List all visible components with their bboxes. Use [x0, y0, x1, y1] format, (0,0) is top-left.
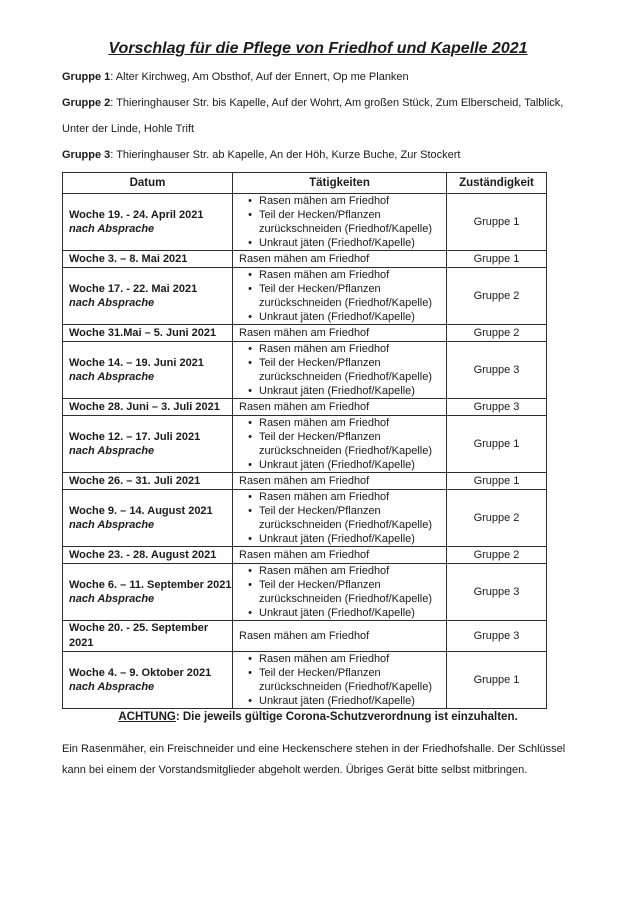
row-group: Gruppe 2	[447, 490, 547, 547]
row-group: Gruppe 2	[447, 325, 547, 342]
row-group: Gruppe 1	[447, 416, 547, 473]
bullet-icon: •	[248, 357, 252, 369]
date-cell	[63, 621, 233, 652]
bullet-icon: •	[248, 607, 252, 619]
bullet-icon: •	[248, 579, 252, 591]
group-text: : Thieringhauser Str. ab Kapelle, An der Höh, Kurze Buche, Zur Stockert	[110, 149, 461, 161]
task-text: Teil der Hecken/Pflanzen zurückschneiden (Friedhof/Kapelle)	[259, 579, 433, 605]
date-cell	[63, 652, 233, 709]
row-date: Woche 12. – 17. Juli 2021	[69, 431, 201, 443]
row-date: Woche 28. Juni – 3. Juli 2021	[69, 400, 220, 413]
group-line-1	[62, 64, 582, 90]
tasks-cell	[233, 268, 447, 325]
row-date: Woche 31.Mai – 5. Juni 2021	[69, 326, 217, 339]
table-row	[63, 251, 547, 268]
tasks-cell	[233, 547, 447, 564]
row-group: Gruppe 1	[447, 251, 547, 268]
footer-paragraph: Ein Rasenmäher, ein Freischneider und eine Heckenschere stehen in der Friedhofshalle. Der Schlüssel kann bei einem der Vorstandsmitglieder abgeholt werden. Übriges Gerät bitte selbst mitbringen.	[62, 743, 566, 776]
row-date: Woche 4. – 9. Oktober 2021	[69, 667, 212, 679]
row-group: Gruppe 3	[447, 399, 547, 416]
date-cell	[63, 490, 233, 547]
row-note: nach Absprache	[69, 593, 155, 605]
schedule-table	[62, 172, 547, 709]
table-row	[63, 399, 547, 416]
task-text: Rasen mähen am Friedhof	[239, 629, 370, 642]
group-legend	[62, 64, 582, 168]
tasks-cell	[233, 490, 447, 547]
header-datum: Datum	[63, 173, 233, 194]
tasks-cell	[233, 325, 447, 342]
notice-line	[0, 711, 636, 723]
task-text: Unkraut jäten (Friedhof/Kapelle)	[259, 695, 415, 707]
tasks-cell	[233, 194, 447, 251]
row-group: Gruppe 3	[447, 564, 547, 621]
table-row	[63, 194, 547, 251]
bullet-icon: •	[248, 459, 252, 471]
tasks-cell	[233, 621, 447, 652]
bullet-icon: •	[248, 311, 252, 323]
bullet-icon: •	[248, 237, 252, 249]
table-row	[63, 621, 547, 652]
bullet-icon: •	[248, 505, 252, 517]
row-group: Gruppe 3	[447, 621, 547, 652]
task-text: Rasen mähen am Friedhof	[239, 474, 370, 487]
row-note: nach Absprache	[69, 681, 155, 693]
task-text: Rasen mähen am Friedhof	[259, 195, 390, 207]
date-cell	[63, 547, 233, 564]
task-text: Teil der Hecken/Pflanzen zurückschneiden (Friedhof/Kapelle)	[259, 667, 433, 693]
bullet-icon: •	[248, 385, 252, 397]
date-cell	[63, 325, 233, 342]
table-row	[63, 564, 547, 621]
notice-label: ACHTUNG	[118, 711, 176, 723]
date-cell	[63, 416, 233, 473]
bullet-icon: •	[248, 195, 252, 207]
tasks-cell	[233, 399, 447, 416]
table-row	[63, 547, 547, 564]
notice-text: : Die jeweils gültige Corona-Schutzverordnung ist einzuhalten.	[175, 711, 518, 723]
bullet-icon: •	[248, 565, 252, 577]
row-note: nach Absprache	[69, 223, 155, 235]
group-label: Gruppe 2	[62, 97, 111, 109]
date-cell	[63, 473, 233, 490]
tasks-cell	[233, 652, 447, 709]
task-text: Teil der Hecken/Pflanzen zurückschneiden (Friedhof/Kapelle)	[259, 357, 433, 383]
row-note: nach Absprache	[69, 445, 155, 457]
row-date: Woche 23. - 28. August 2021	[69, 548, 217, 561]
task-text: Rasen mähen am Friedhof	[259, 565, 390, 577]
row-date: Woche 20. - 25. September 2021	[69, 622, 209, 649]
table-row	[63, 416, 547, 473]
task-text: Rasen mähen am Friedhof	[239, 252, 370, 265]
row-group: Gruppe 1	[447, 652, 547, 709]
group-line-2	[62, 90, 582, 142]
task-text: Unkraut jäten (Friedhof/Kapelle)	[259, 459, 415, 471]
bullet-icon: •	[248, 283, 252, 295]
row-note: nach Absprache	[69, 519, 155, 531]
date-cell	[63, 342, 233, 399]
row-date: Woche 17. - 22. Mai 2021	[69, 283, 198, 295]
header-zustaendigkeit: Zuständigkeit	[447, 173, 547, 194]
task-text: Teil der Hecken/Pflanzen zurückschneiden (Friedhof/Kapelle)	[259, 505, 433, 531]
bullet-icon: •	[248, 653, 252, 665]
task-text: Rasen mähen am Friedhof	[259, 269, 390, 281]
group-text: : Thieringhauser Str. bis Kapelle, Auf der Wohrt, Am großen Stück, Zum Elberscheid, Talblick, Unter der Linde, Hohle Trift	[62, 97, 564, 135]
group-line-3	[62, 142, 582, 168]
task-text: Rasen mähen am Friedhof	[259, 653, 390, 665]
task-text: Rasen mähen am Friedhof	[239, 548, 370, 561]
group-label: Gruppe 1	[62, 71, 111, 83]
table-header-row	[63, 173, 547, 194]
schedule-table-body	[63, 194, 547, 709]
row-group: Gruppe 1	[447, 194, 547, 251]
row-note: nach Absprache	[69, 371, 155, 383]
group-label: Gruppe 3	[62, 149, 111, 161]
bullet-icon: •	[248, 533, 252, 545]
task-text: Rasen mähen am Friedhof	[259, 491, 390, 503]
bullet-icon: •	[248, 269, 252, 281]
page-title: Vorschlag für die Pflege von Friedhof und Kapelle 2021	[108, 40, 528, 57]
row-date: Woche 26. – 31. Juli 2021	[69, 474, 201, 487]
task-text: Unkraut jäten (Friedhof/Kapelle)	[259, 607, 415, 619]
task-text: Rasen mähen am Friedhof	[259, 417, 390, 429]
bullet-icon: •	[248, 343, 252, 355]
tasks-cell	[233, 251, 447, 268]
row-group: Gruppe 2	[447, 268, 547, 325]
task-text: Teil der Hecken/Pflanzen zurückschneiden (Friedhof/Kapelle)	[259, 431, 433, 457]
task-text: Teil der Hecken/Pflanzen zurückschneiden (Friedhof/Kapelle)	[259, 209, 433, 235]
table-row	[63, 473, 547, 490]
task-text: Unkraut jäten (Friedhof/Kapelle)	[259, 385, 415, 397]
task-text: Rasen mähen am Friedhof	[259, 343, 390, 355]
header-taetigkeiten: Tätigkeiten	[233, 173, 447, 194]
row-group: Gruppe 3	[447, 342, 547, 399]
table-row	[63, 652, 547, 709]
task-text: Rasen mähen am Friedhof	[239, 326, 370, 339]
bullet-icon: •	[248, 417, 252, 429]
row-group: Gruppe 1	[447, 473, 547, 490]
bullet-icon: •	[248, 695, 252, 707]
table-row	[63, 490, 547, 547]
table-row	[63, 325, 547, 342]
row-group: Gruppe 2	[447, 547, 547, 564]
row-date: Woche 9. – 14. August 2021	[69, 505, 213, 517]
row-date: Woche 19. - 24. April 2021	[69, 209, 204, 221]
task-text: Unkraut jäten (Friedhof/Kapelle)	[259, 311, 415, 323]
date-cell	[63, 564, 233, 621]
tasks-cell	[233, 564, 447, 621]
task-text: Unkraut jäten (Friedhof/Kapelle)	[259, 237, 415, 249]
date-cell	[63, 194, 233, 251]
date-cell	[63, 251, 233, 268]
row-date: Woche 14. – 19. Juni 2021	[69, 357, 204, 369]
tasks-cell	[233, 416, 447, 473]
row-date: Woche 3. – 8. Mai 2021	[69, 252, 188, 265]
tasks-cell	[233, 342, 447, 399]
row-note: nach Absprache	[69, 297, 155, 309]
task-text: Teil der Hecken/Pflanzen zurückschneiden (Friedhof/Kapelle)	[259, 283, 433, 309]
bullet-icon: •	[248, 491, 252, 503]
table-row	[63, 268, 547, 325]
tasks-cell	[233, 473, 447, 490]
bullet-icon: •	[248, 431, 252, 443]
date-cell	[63, 399, 233, 416]
bullet-icon: •	[248, 209, 252, 221]
table-row	[63, 342, 547, 399]
task-text: Rasen mähen am Friedhof	[239, 400, 370, 413]
task-text: Unkraut jäten (Friedhof/Kapelle)	[259, 533, 415, 545]
group-text: : Alter Kirchweg, Am Obsthof, Auf der Ennert, Op me Planken	[110, 71, 409, 83]
date-cell	[63, 268, 233, 325]
bullet-icon: •	[248, 667, 252, 679]
row-date: Woche 6. – 11. September 2021	[69, 579, 232, 591]
